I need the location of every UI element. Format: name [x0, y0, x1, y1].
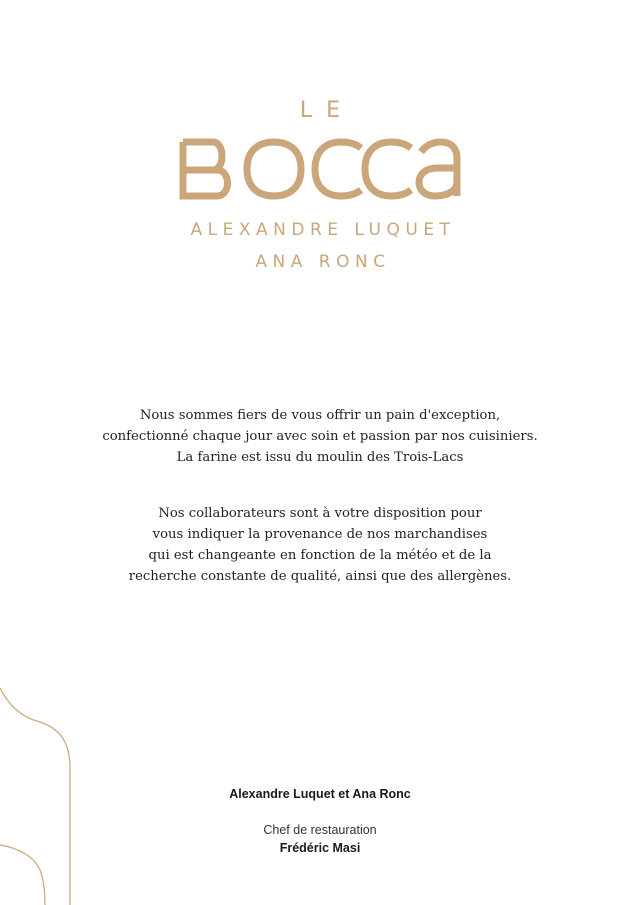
paragraph-line: vous indiquer la provenance de nos marchandises [152, 527, 488, 542]
paragraph-line: recherche constante de qualité, ainsi que des allergènes. [128, 569, 512, 584]
brand-header [0, 98, 640, 272]
paragraph-line: Nos collaborateurs sont à votre disposition pour [158, 506, 482, 521]
bocca-logo-wordmark [179, 138, 461, 200]
owners-signature: Alexandre Luquet et Ana Ronc [229, 787, 411, 801]
intro-paragraph-bread [0, 405, 640, 468]
paragraph-line: Nous sommes fiers de vous offrir un pain d'exception, [139, 408, 501, 423]
intro-paragraph-staff [0, 503, 640, 587]
chef-name-line-2: ANA RONC [255, 252, 391, 272]
chef-role-label: Chef de restauration [263, 823, 377, 837]
paragraph-line: qui est changeante en fonction de la météo et de la [148, 548, 492, 563]
paragraph-line: confectionné chaque jour avec soin et passion par nos cuisiniers. [102, 429, 538, 444]
chef-name-line-1: ALEXANDRE LUQUET [190, 220, 456, 240]
logo-le-text: LE [299, 98, 355, 123]
chef-name: Frédéric Masi [279, 841, 361, 855]
paragraph-line: La farine est issu du moulin des Trois-Lacs [176, 450, 464, 465]
